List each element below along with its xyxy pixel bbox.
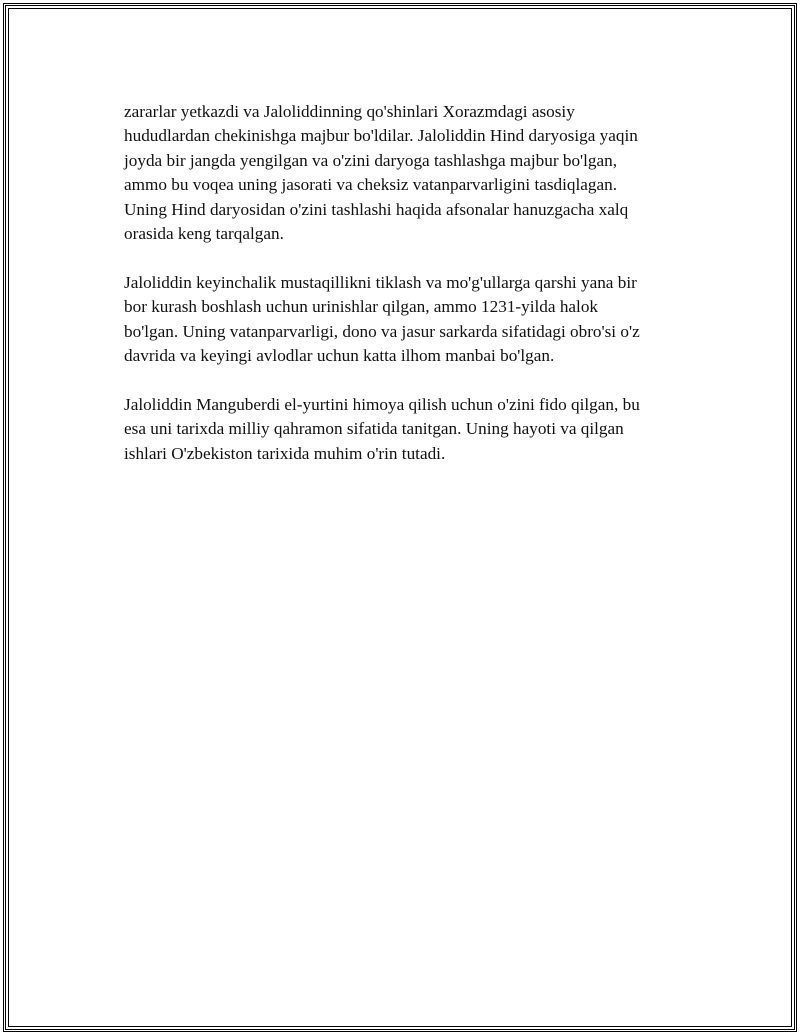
paragraph-1: zararlar yetkazdi va Jaloliddinning qo'shinlari Xorazmdagi asosiy hududlardan chekinishga majbur bo'ldilar. Jaloliddin Hind daryosiga yaqin joyda bir jangda yengilgan va o'zini daryoga tashlashga majbur bo'lgan, ammo bu voqea uning jasorati va cheksiz vatanparvarligini tasdiqlagan. Uning Hind daryosidan o'zini tashlashi haqida afsonalar hanuzgacha xalq orasida keng tarqalgan. (124, 102, 638, 244)
document-body (124, 100, 680, 490)
document-page (3, 3, 797, 1032)
paragraph-3: Jaloliddin Manguberdi el-yurtini himoya qilish uchun o'zini fido qilgan, bu esa uni tarixda milliy qahramon sifatida tanitgan. Uning hayoti va qilgan ishlari O'zbekiston tarixida muhim o'rin tutadi. (124, 394, 640, 463)
paragraph-2: Jaloliddin keyinchalik mustaqillikni tiklash va mo'g'ullarga qarshi yana bir bor kurash boshlash uchun urinishlar qilgan, ammo 1231-yilda halok bo'lgan. Uning vatanparvarligi, dono va jasur sarkarda sifatidagi obro'si o'z davrida va keyingi avlodlar uchun katta ilhom manbai bo'lgan. (124, 272, 640, 366)
